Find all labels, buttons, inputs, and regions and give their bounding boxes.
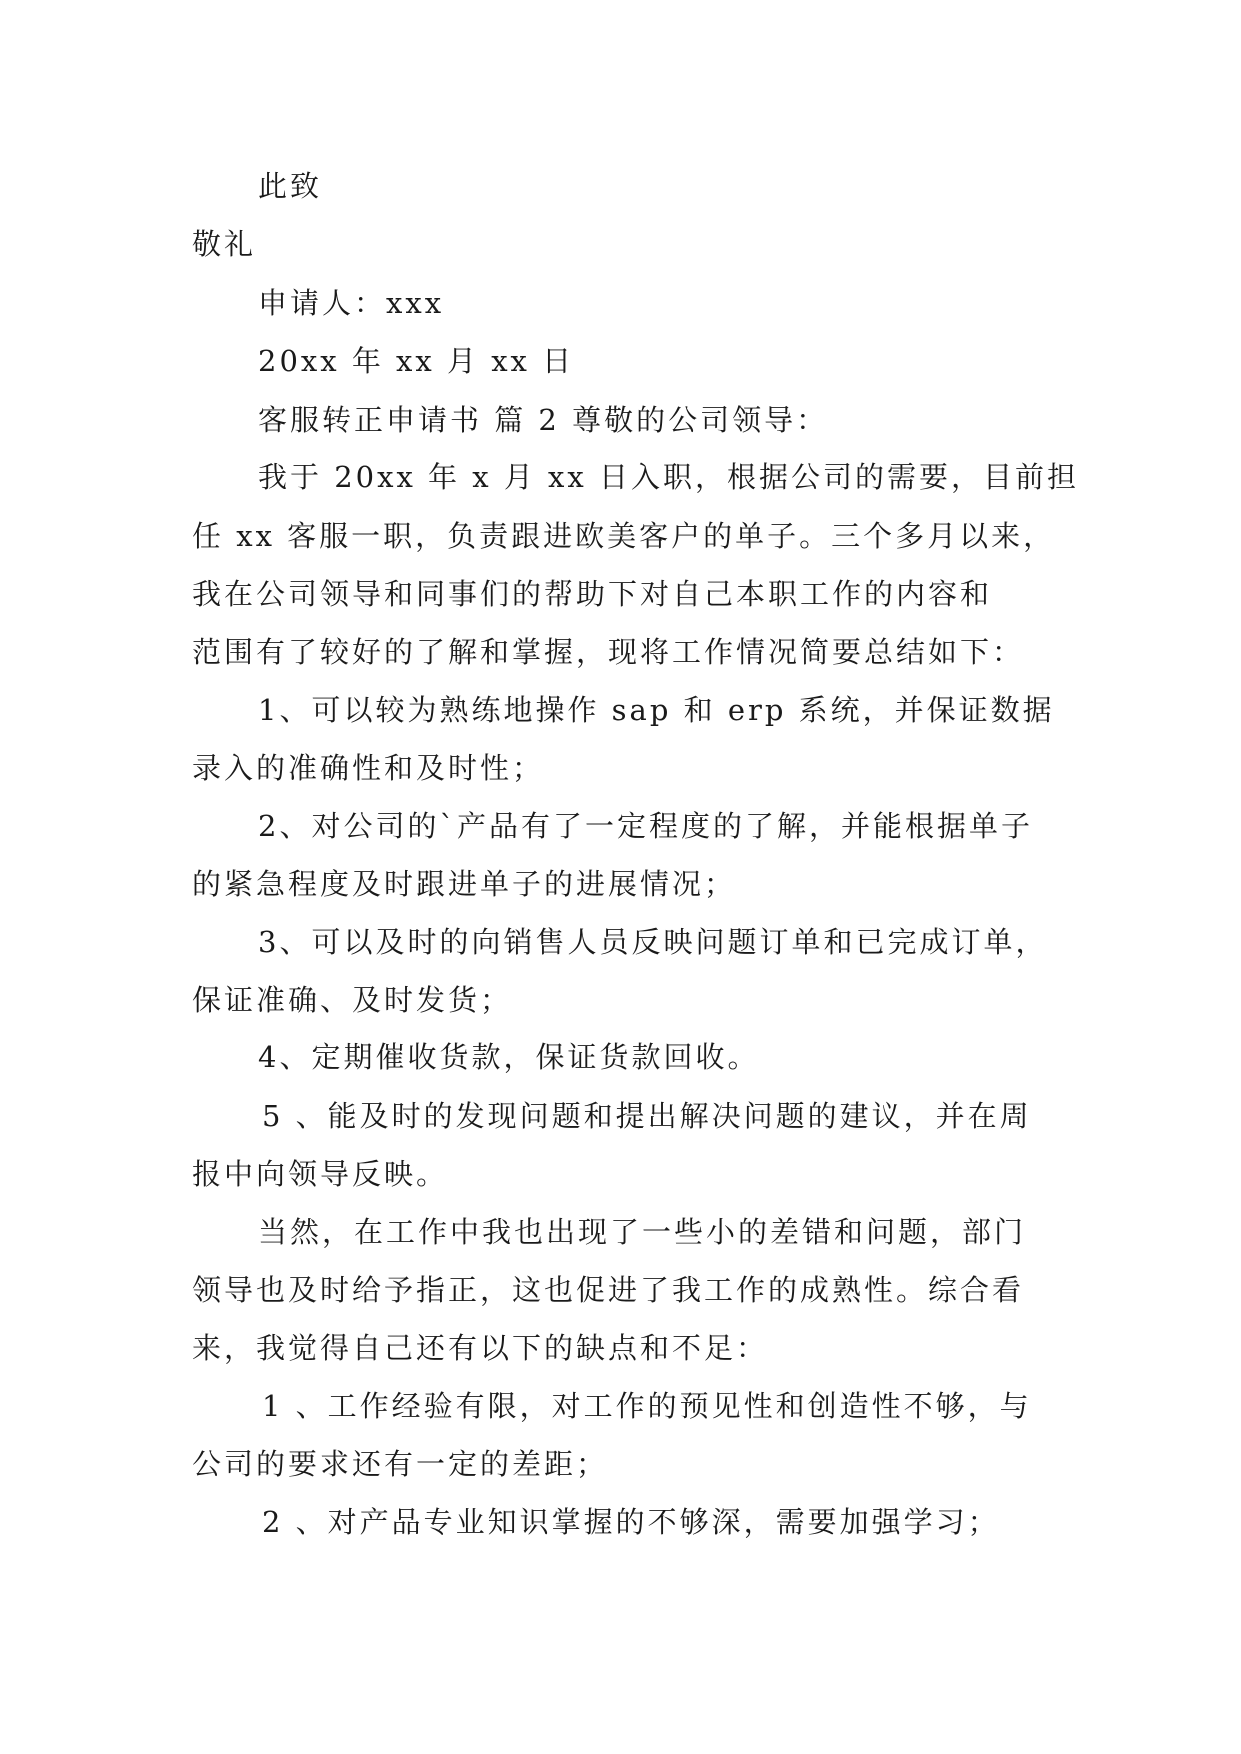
list-item-line: 1 、工作经验有限，对工作的预见性和创造性不够，与	[262, 1389, 1032, 1423]
section-heading: 客服转正申请书 篇 2 尊敬的公司领导：	[258, 403, 829, 437]
list-item-line: 2 、对产品专业知识掌握的不够深，需要加强学习；	[262, 1505, 1000, 1539]
closing-regards: 敬礼	[192, 227, 257, 261]
list-item-line: 3、可以及时的向销售人员反映问题订单和已完成订单，	[258, 925, 1048, 959]
paragraph-line: 我在公司领导和同事们的帮助下对自己本职工作的内容和	[192, 577, 993, 611]
list-item-line: 报中向领导反映。	[192, 1157, 449, 1191]
paragraph-line: 来，我觉得自己还有以下的缺点和不足：	[192, 1331, 769, 1365]
date-line: 20xx 年 xx 月 xx 日	[258, 344, 575, 378]
list-item-line: 4、定期催收货款，保证货款回收。	[258, 1040, 760, 1074]
list-item-line: 5 、能及时的发现问题和提出解决问题的建议，并在周	[262, 1099, 1032, 1133]
paragraph-line: 领导也及时给予指正，这也促进了我工作的成熟性。综合看	[192, 1273, 1025, 1307]
list-item-line: 保证准确、及时发货；	[192, 983, 513, 1017]
closing-salutation: 此致	[258, 169, 323, 203]
list-item-line: 2、对公司的`产品有了一定程度的了解，并能根据单子	[258, 809, 1033, 843]
list-item-line: 公司的要求还有一定的差距；	[192, 1447, 609, 1481]
paragraph-line: 当然，在工作中我也出现了一些小的差错和问题，部门	[258, 1215, 1027, 1249]
applicant-line: 申请人：xxx	[258, 286, 445, 320]
paragraph-line: 任 xx 客服一职，负责跟进欧美客户的单子。三个多月以来，	[192, 519, 1056, 553]
list-item-line: 录入的准确性和及时性；	[192, 751, 545, 785]
paragraph-line: 范围有了较好的了解和掌握，现将工作情况简要总结如下：	[192, 635, 1025, 669]
list-item-line: 1、可以较为熟练地操作 sap 和 erp 系统，并保证数据	[258, 693, 1055, 727]
list-item-line: 的紧急程度及时跟进单子的进展情况；	[192, 867, 737, 901]
paragraph-line: 我于 20xx 年 x 月 xx 日入职，根据公司的需要，目前担	[258, 460, 1079, 494]
